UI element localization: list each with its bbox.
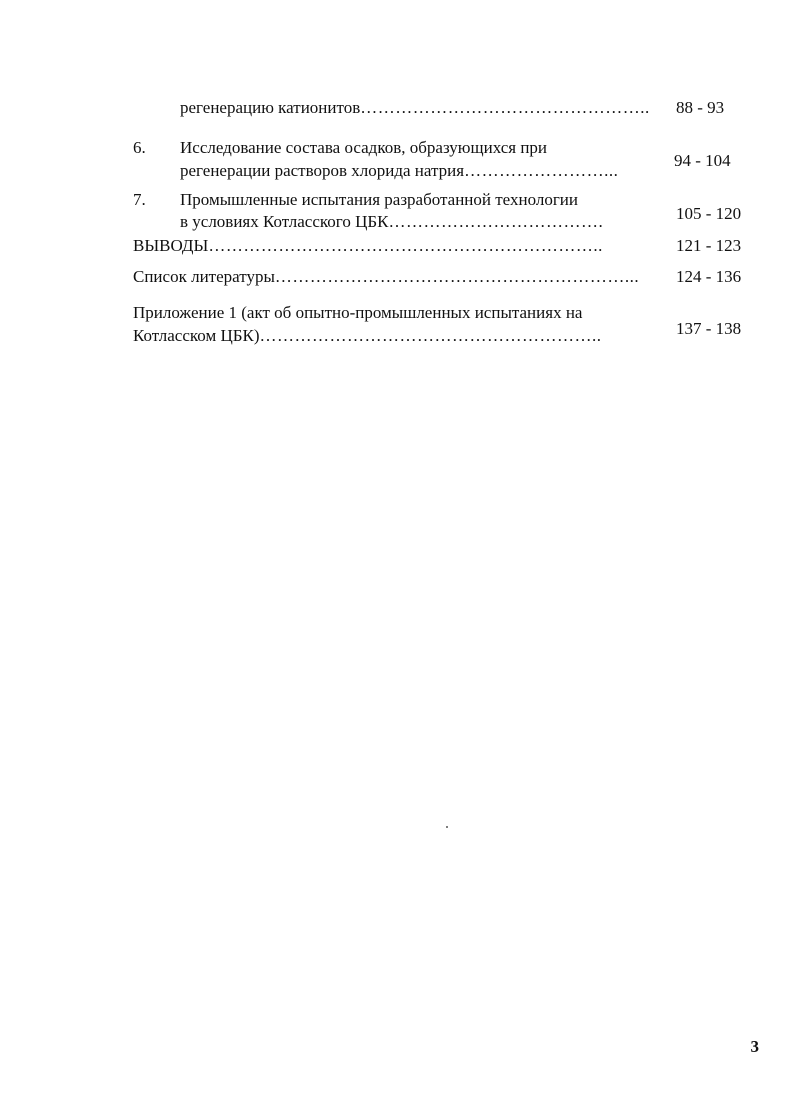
toc-entry-1-line-1: регенерации растворов хлорида натрия……………………...: [180, 161, 619, 180]
toc-entry-3-leader: …………………………………………………………..: [208, 236, 603, 255]
scan-speck: [446, 826, 448, 828]
page-number: 3: [750, 1037, 759, 1056]
toc-entry-0-pages: 88 - 93: [676, 98, 725, 117]
toc-entry-3-pages: 121 - 123: [676, 236, 742, 255]
toc-entry-3-line-0: ВЫВОДЫ…………………………………………………………..: [133, 236, 603, 255]
toc-entry-4-line-0: Список литературы……………………………………………………...: [133, 267, 640, 286]
toc-entry-1-pages: 94 - 104: [674, 151, 731, 170]
toc-entry-4-pages: 124 - 136: [676, 267, 742, 286]
toc-entry-4-leader: ……………………………………………………...: [274, 267, 640, 286]
toc-entry-2-line-0: Промышленные испытания разработанной технологии: [180, 190, 579, 209]
toc-entry-5-pages: 137 - 138: [676, 319, 742, 338]
toc-entry-0-leader: …………………………………………..: [360, 98, 650, 117]
toc-entry-5-line-0: Приложение 1 (акт об опытно-промышленных испытаниях на: [133, 303, 583, 322]
toc-entry-2-number: 7.: [133, 190, 146, 209]
toc-entry-2-line-1: в условиях Котласского ЦБК……………………………….: [180, 212, 604, 231]
toc-entry-5-line-1: Котласском ЦБК)…………………………………………………..: [133, 326, 602, 345]
toc-entry-0-line-0: регенерацию катионитов…………………………………………..: [180, 98, 650, 117]
toc-entry-5-leader: …………………………………………………..: [259, 326, 602, 345]
toc-entry-1-line-0: Исследование состава осадков, образующихся при: [180, 138, 548, 157]
toc-entry-1-leader: ……………………...: [464, 161, 619, 180]
toc-entry-2-leader: ……………………………….: [388, 212, 604, 231]
toc-entry-2-pages: 105 - 120: [676, 204, 742, 223]
toc-entry-1-number: 6.: [133, 138, 146, 157]
